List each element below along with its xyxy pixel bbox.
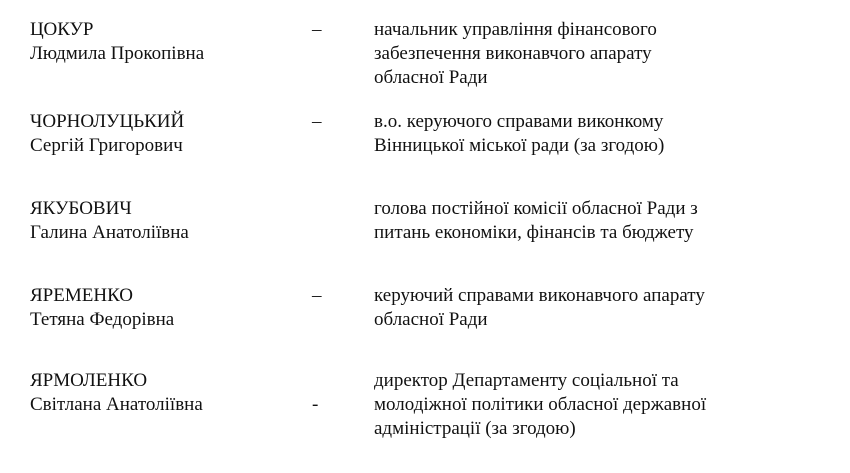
position-line: питань економіки, фінансів та бюджету: [374, 222, 694, 243]
separator-dash: –: [312, 285, 322, 306]
position-line: в.о. керуючого справами виконкому: [374, 111, 664, 132]
member-given-name: Людмила Прокопівна: [30, 43, 205, 64]
member-name: [30, 18, 310, 66]
member-given-name: Тетяна Федорівна: [30, 309, 175, 330]
separator-dash: –: [312, 111, 322, 132]
position-line: обласної Ради: [374, 309, 488, 330]
member-given-name: Сергій Григорович: [30, 135, 183, 156]
member-name: [30, 110, 310, 158]
member-position: [374, 369, 834, 441]
member-position: [374, 110, 834, 158]
member-surname: ЧОРНОЛУЦЬКИЙ: [30, 111, 185, 132]
position-line: Вінницької міської ради (за згодою): [374, 135, 665, 156]
member-given-name: Галина Анатоліївна: [30, 222, 189, 243]
position-line: голова постійної комісії обласної Ради з: [374, 198, 698, 219]
position-line: керуючий справами виконавчого апарату: [374, 285, 705, 306]
member-surname: ЯКУБОВИЧ: [30, 198, 132, 219]
position-line: директор Департаменту соціальної та: [374, 370, 679, 391]
separator-dash: –: [312, 19, 322, 40]
member-surname: ЯРЕМЕНКО: [30, 285, 133, 306]
member-name: [30, 284, 310, 332]
position-line: начальник управління фінансового: [374, 19, 657, 40]
member-surname: ЦОКУР: [30, 19, 94, 40]
member-name: [30, 369, 310, 417]
member-position: [374, 197, 834, 245]
position-line: адміністрації (за згодою): [374, 418, 576, 439]
member-surname: ЯРМОЛЕНКО: [30, 370, 148, 391]
position-line: забезпечення виконавчого апарату: [374, 43, 652, 64]
member-given-name: Світлана Анатоліївна: [30, 394, 203, 415]
separator-dash: -: [312, 394, 319, 415]
member-position: [374, 18, 834, 90]
member-name: [30, 197, 310, 245]
position-line: обласної Ради: [374, 67, 488, 88]
member-position: [374, 284, 834, 332]
position-line: молодіжної політики обласної державної: [374, 394, 707, 415]
